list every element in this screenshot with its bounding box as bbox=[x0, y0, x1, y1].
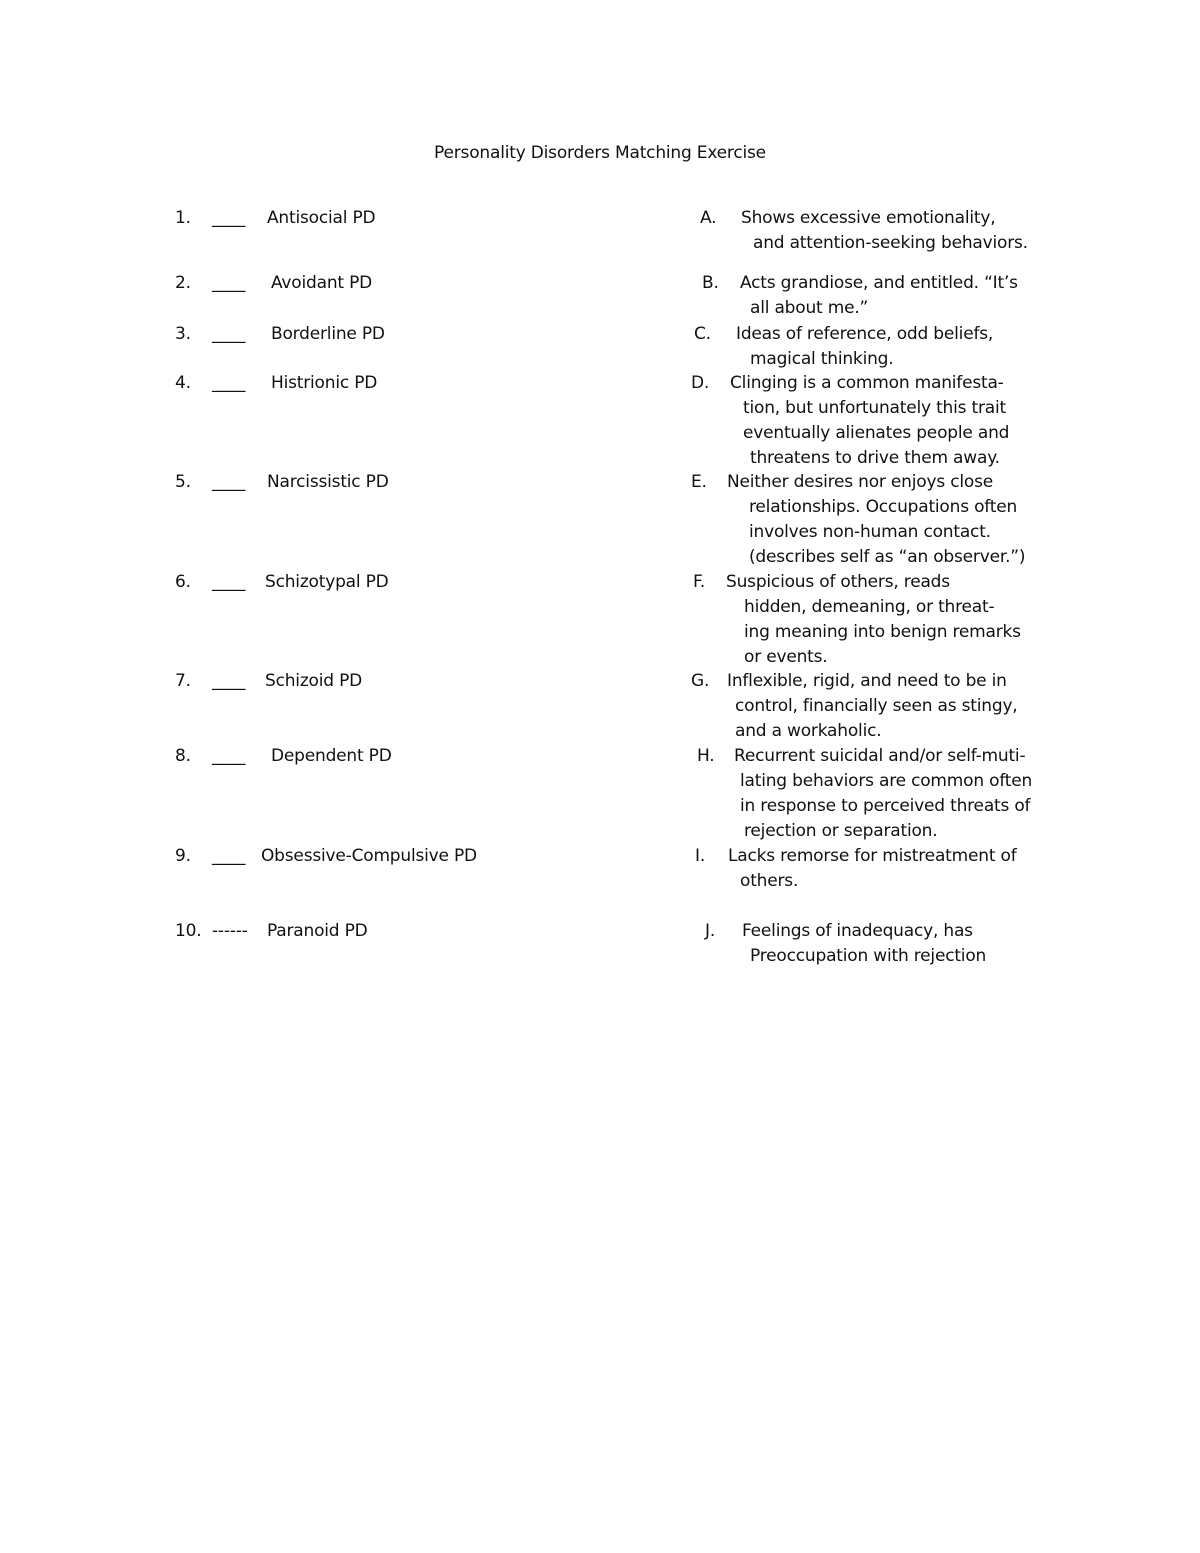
term-label: Borderline PD bbox=[271, 324, 385, 344]
answer-blank[interactable]: ____ bbox=[212, 671, 246, 691]
term-label: Histrionic PD bbox=[271, 373, 378, 393]
answer-blank[interactable]: ____ bbox=[212, 273, 246, 293]
answer-blank[interactable]: ____ bbox=[212, 746, 246, 766]
description-letter: J. bbox=[705, 921, 716, 941]
term-label: Avoidant PD bbox=[271, 273, 373, 293]
answer-blank[interactable]: ____ bbox=[212, 208, 246, 228]
description-letter: D. bbox=[691, 373, 710, 393]
term-number: 2. bbox=[175, 273, 191, 293]
description-text: Suspicious of others, reads hidden, demeaning, or threat- ing meaning into benign remarks or events. bbox=[726, 572, 1021, 667]
answer-blank[interactable]: ____ bbox=[212, 572, 246, 592]
answer-blank[interactable]: ____ bbox=[212, 472, 246, 492]
description-letter: I. bbox=[695, 846, 706, 866]
term-label: Antisocial PD bbox=[267, 208, 376, 228]
term-number: 10. bbox=[175, 921, 202, 941]
description-letter: H. bbox=[697, 746, 715, 766]
description-letter: F. bbox=[693, 572, 706, 592]
term-number: 9. bbox=[175, 846, 191, 866]
term-number: 7. bbox=[175, 671, 191, 691]
answer-blank[interactable]: ____ bbox=[212, 846, 246, 866]
description-text: Ideas of reference, odd beliefs, magical thinking. bbox=[736, 324, 994, 369]
term-label: Obsessive-Compulsive PD bbox=[261, 846, 477, 866]
description-text: Feelings of inadequacy, has Preoccupation with rejection bbox=[742, 921, 987, 966]
description-text: Recurrent suicidal and/or self-muti- lating behaviors are common often in response to perceived threats of rejection or separation. bbox=[734, 746, 1033, 841]
answer-blank[interactable]: ____ bbox=[212, 373, 246, 393]
term-number: 6. bbox=[175, 572, 191, 592]
term-number: 8. bbox=[175, 746, 191, 766]
term-label: Paranoid PD bbox=[267, 921, 368, 941]
term-label: Schizoid PD bbox=[265, 671, 363, 691]
description-letter: C. bbox=[694, 324, 711, 344]
term-number: 1. bbox=[175, 208, 191, 228]
description-text: Clinging is a common manifesta- tion, but unfortunately this trait eventually alienates people and threatens to drive them away. bbox=[730, 373, 1010, 468]
term-number: 3. bbox=[175, 324, 191, 344]
description-letter: B. bbox=[702, 273, 719, 293]
term-number: 4. bbox=[175, 373, 191, 393]
term-label: Schizotypal PD bbox=[265, 572, 389, 592]
description-text: Acts grandiose, and entitled. “It’s all about me.” bbox=[740, 273, 1018, 318]
term-label: Dependent PD bbox=[271, 746, 392, 766]
description-text: Lacks remorse for mistreatment of others. bbox=[728, 846, 1017, 891]
description-text: Inflexible, rigid, and need to be in control, financially seen as stingy, and a workaholic. bbox=[727, 671, 1018, 741]
answer-blank[interactable]: ____ bbox=[212, 324, 246, 344]
term-label: Narcissistic PD bbox=[267, 472, 389, 492]
description-letter: A. bbox=[700, 208, 717, 228]
page-title: Personality Disorders Matching Exercise bbox=[434, 143, 766, 163]
answer-blank[interactable]: ------ bbox=[212, 921, 248, 941]
description-letter: E. bbox=[691, 472, 707, 492]
description-letter: G. bbox=[691, 671, 710, 691]
term-number: 5. bbox=[175, 472, 191, 492]
description-text: Neither desires nor enjoys close relationships. Occupations often involves non-human contact. (describes self as “an observer.”) bbox=[727, 472, 1026, 567]
description-text: Shows excessive emotionality, and attention-seeking behaviors. bbox=[741, 208, 1028, 253]
